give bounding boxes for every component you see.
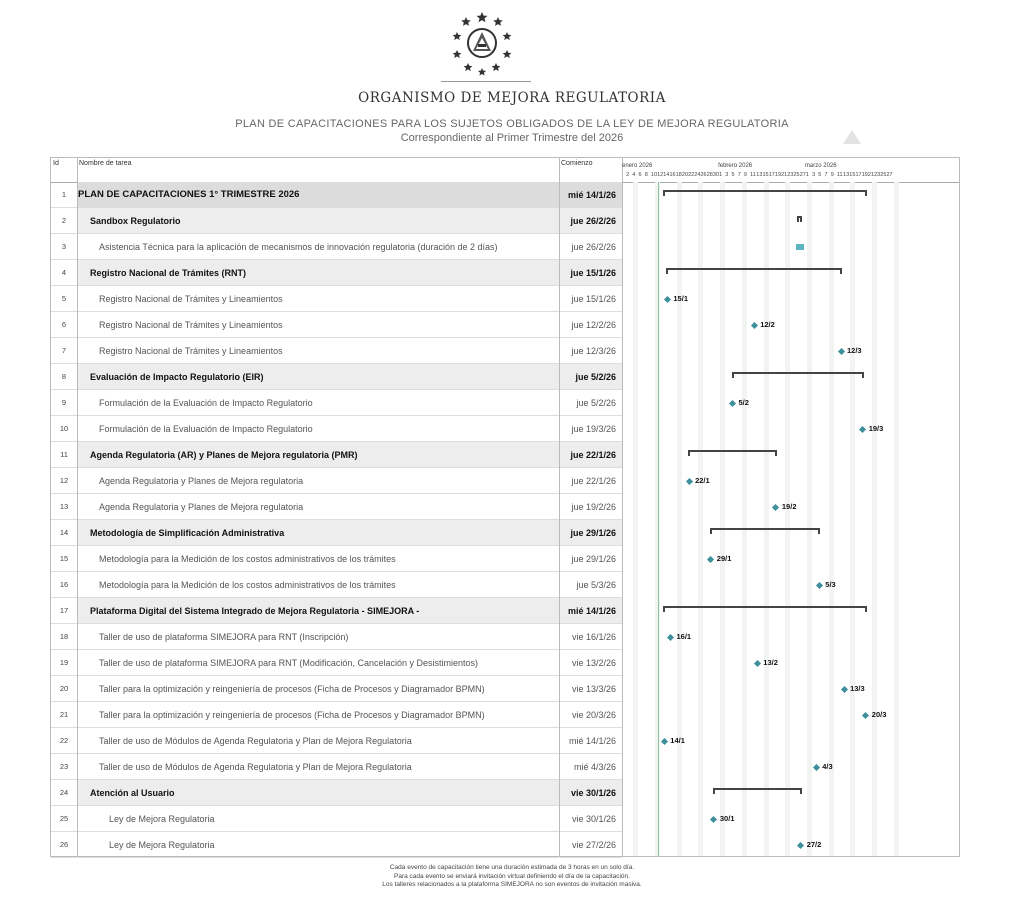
task-id: 22 <box>51 728 77 754</box>
summary-bar-end <box>797 216 799 222</box>
task-id: 16 <box>51 572 77 598</box>
timeline-day-tick: 5 <box>818 172 822 178</box>
milestone-diamond[interactable] <box>813 764 820 771</box>
task-name: Agenda Regulatoria y Planes de Mejora regulatoria <box>78 468 559 494</box>
milestone-diamond[interactable] <box>797 842 804 849</box>
task-row[interactable] <box>51 416 622 442</box>
timeline-day-tick: 15 <box>849 172 856 178</box>
milestone-label: 19/2 <box>781 502 797 511</box>
task-start: jue 15/1/26 <box>560 286 622 312</box>
timeline-day-tick: 27 <box>886 172 893 178</box>
timeline-day-tick: 7 <box>824 172 828 178</box>
timeline-day-tick: 21 <box>781 172 788 178</box>
milestone-label: 15/1 <box>673 294 688 303</box>
task-name: Taller para la optimización y reingeniería de procesos (Ficha de Procesos y Diagramador BPMN) <box>78 702 559 728</box>
weekend-shading <box>872 182 877 856</box>
coat-of-arms-seal <box>446 6 518 78</box>
timeline-day-tick: 30 <box>712 172 720 178</box>
timeline-day-tick: 1 <box>805 172 809 178</box>
timeline-month-label: marzo 2026 <box>804 163 837 169</box>
timeline-day-tick: 2 <box>626 172 630 178</box>
task-name: Metodología para la Medición de los costos administrativos de los trámites <box>78 546 559 572</box>
summary-bar-end <box>666 268 668 274</box>
task-name: Taller de uso de plataforma SIMEJORA para RNT (Inscripción) <box>78 624 559 650</box>
column-divider <box>559 158 560 856</box>
timeline-day-tick: 13 <box>843 172 850 178</box>
task-name: Plataforma Digital del Sistema Integrado de Mejora Regulatoria - SIMEJORA - <box>78 598 559 624</box>
task-start: vie 20/3/26 <box>560 702 622 728</box>
task-name: Taller de uso de Módulos de Agenda Regulatoria y Plan de Mejora Regulatoria <box>78 728 559 754</box>
task-start: jue 15/1/26 <box>560 260 622 286</box>
task-row[interactable] <box>51 650 622 676</box>
milestone-diamond[interactable] <box>837 348 844 355</box>
task-start: vie 13/3/26 <box>560 676 622 702</box>
task-name: Registro Nacional de Trámites (RNT) <box>78 260 559 286</box>
plan-title: PLAN DE CAPACITACIONES PARA LOS SUJETOS OBLIGADOS DE LA LEY DE MEJORA REGULATORIA <box>235 118 789 130</box>
footnote: Para cada evento se enviará invitación virtual definiendo el día de la capacitación. <box>394 872 630 880</box>
milestone-label: 19/3 <box>868 424 884 433</box>
summary-bar-end <box>865 190 867 196</box>
timeline-day-tick: 17 <box>768 172 775 178</box>
status-date-line <box>658 182 659 856</box>
task-id: 19 <box>51 650 77 676</box>
timeline-day-tick: 15 <box>762 172 769 178</box>
task-row[interactable] <box>51 728 622 754</box>
task-start: mié 14/1/26 <box>560 728 622 754</box>
milestone-label: 4/3 <box>822 762 833 771</box>
timeline-month-label: enero 2026 <box>622 163 653 169</box>
weekend-shading <box>850 182 855 856</box>
task-bar[interactable] <box>796 244 804 250</box>
timeline-day-tick: 9 <box>743 172 747 178</box>
footnote: Cada evento de capacitación tiene una duración estimada de 3 horas en un solo día. <box>389 864 635 871</box>
milestone-diamond[interactable] <box>751 322 758 329</box>
milestone-label: 5/3 <box>825 580 836 589</box>
task-row[interactable] <box>51 832 622 858</box>
summary-bar-end <box>818 528 820 534</box>
task-start: vie 13/2/26 <box>560 650 622 676</box>
timeline-day-tick: 28 <box>706 172 713 178</box>
milestone-diamond[interactable] <box>661 738 668 745</box>
milestone-label: 20/3 <box>871 710 887 719</box>
timeline-day-tick: 23 <box>787 172 794 178</box>
task-start: jue 19/2/26 <box>560 494 622 520</box>
timeline-day-tick: 1 <box>719 172 723 178</box>
milestone-diamond[interactable] <box>729 400 736 407</box>
task-name: Sandbox Regulatorio <box>78 208 559 234</box>
timeline-day-tick: 11 <box>750 172 756 178</box>
header-task-name: Nombre de tarea <box>79 160 132 167</box>
task-start: jue 29/1/26 <box>560 546 622 572</box>
task-row[interactable] <box>51 494 622 520</box>
header-id: Id <box>53 160 59 167</box>
task-name: Agenda Regulatoria (AR) y Planes de Mejora regulatoria (PMR) <box>78 442 559 468</box>
milestone-label: 16/1 <box>676 632 692 641</box>
timeline-day-tick: 25 <box>793 172 800 178</box>
weekend-shading <box>677 182 682 856</box>
task-id: 6 <box>51 312 77 338</box>
task-start: jue 5/3/26 <box>560 572 622 598</box>
task-start: mié 14/1/26 <box>560 598 622 624</box>
milestone-diamond[interactable] <box>862 712 869 719</box>
weekend-shading <box>807 182 812 856</box>
timeline-day-tick: 18 <box>675 172 682 178</box>
milestone-diamond[interactable] <box>707 556 714 563</box>
summary-bar[interactable] <box>664 606 866 608</box>
task-id: 10 <box>51 416 77 442</box>
summary-bar-end <box>663 190 665 196</box>
milestone-label: 27/2 <box>806 840 822 849</box>
timeline-day-tick: 4 <box>632 172 636 178</box>
summary-task-row[interactable] <box>51 364 622 390</box>
timeline-day-tick: 16 <box>669 172 676 178</box>
organization-name: ORGANISMO DE MEJORA REGULATORIA <box>358 90 666 106</box>
summary-bar[interactable] <box>689 450 776 452</box>
summary-task-row[interactable] <box>51 260 622 286</box>
summary-bar-end <box>840 268 842 274</box>
task-id: 23 <box>51 754 77 780</box>
seal-divider <box>441 81 531 82</box>
task-name: Ley de Mejora Regulatoria <box>78 832 559 858</box>
milestone-label: 13/3 <box>850 684 865 693</box>
milestone-diamond[interactable] <box>859 426 866 433</box>
weekend-shading <box>720 182 725 856</box>
summary-bar-end <box>713 788 715 794</box>
task-start: jue 5/2/26 <box>560 390 622 416</box>
task-id: 8 <box>51 364 77 390</box>
task-id: 24 <box>51 780 77 806</box>
milestone-label: 13/2 <box>763 658 778 667</box>
milestone-label: 5/2 <box>738 398 749 407</box>
summary-bar[interactable] <box>667 268 841 270</box>
weekend-shading <box>829 182 834 856</box>
summary-bar[interactable] <box>733 372 863 374</box>
column-divider <box>77 158 78 856</box>
task-name: Taller de uso de plataforma SIMEJORA para RNT (Modificación, Cancelación y Desistimientos) <box>78 650 559 676</box>
task-row[interactable] <box>51 338 622 364</box>
weekend-shading <box>764 182 769 856</box>
triangle-icon <box>843 130 861 144</box>
task-id: 3 <box>51 234 77 260</box>
timeline-day-tick: 21 <box>867 172 875 178</box>
task-row[interactable] <box>51 468 622 494</box>
summary-bar[interactable] <box>711 528 820 530</box>
milestone-diamond[interactable] <box>772 504 779 511</box>
milestone-diamond[interactable] <box>754 660 761 667</box>
task-start: mié 4/3/26 <box>560 754 622 780</box>
gantt-timeline <box>622 158 959 856</box>
task-row[interactable] <box>51 390 622 416</box>
timeline-day-tick: 11 <box>836 172 843 178</box>
weekend-shading <box>785 182 790 856</box>
task-id: 21 <box>51 702 77 728</box>
task-row[interactable] <box>51 546 622 572</box>
task-start: mié 14/1/26 <box>560 182 622 208</box>
task-name: Formulación de la Evaluación de Impacto Regulatorio <box>78 390 559 416</box>
timeline-day-tick: 19 <box>774 172 782 178</box>
task-name: Registro Nacional de Trámites y Lineamientos <box>78 286 559 312</box>
task-start: vie 30/1/26 <box>560 806 622 832</box>
task-id: 18 <box>51 624 77 650</box>
weekend-shading <box>894 182 899 856</box>
milestone-diamond[interactable] <box>816 582 823 589</box>
task-start: jue 12/3/26 <box>560 338 622 364</box>
task-row[interactable] <box>51 286 622 312</box>
task-name: Formulación de la Evaluación de Impacto Regulatorio <box>78 416 559 442</box>
timeline-day-tick: 24 <box>694 172 701 178</box>
task-id: 4 <box>51 260 77 286</box>
milestone-label: 12/2 <box>760 320 775 329</box>
task-row[interactable] <box>51 312 622 338</box>
task-start: vie 16/1/26 <box>560 624 622 650</box>
task-name: PLAN DE CAPACITACIONES 1° TRIMESTRE 2026 <box>78 182 559 208</box>
milestone-label: 29/1 <box>716 554 732 563</box>
task-name: Metodología para la Medición de los costos administrativos de los trámites <box>78 572 559 598</box>
task-id: 11 <box>51 442 77 468</box>
task-start: jue 12/2/26 <box>560 312 622 338</box>
summary-bar-end <box>800 216 802 222</box>
task-id: 15 <box>51 546 77 572</box>
timeline-day-tick: 9 <box>830 172 834 178</box>
task-id: 14 <box>51 520 77 546</box>
summary-bar-end <box>710 528 712 534</box>
gantt-table <box>50 157 960 857</box>
task-name: Asistencia Técnica para la aplicación de mecanismos de innovación regulatoria (duración de 2 días) <box>78 234 559 260</box>
task-id: 17 <box>51 598 77 624</box>
task-name: Registro Nacional de Trámites y Lineamientos <box>78 312 559 338</box>
task-start: jue 22/1/26 <box>560 442 622 468</box>
task-start: jue 26/2/26 <box>560 208 622 234</box>
task-name: Taller para la optimización y reingeniería de procesos (Ficha de Procesos y Diagramador BPMN) <box>78 676 559 702</box>
timeline-day-tick: 8 <box>644 172 648 178</box>
timeline-day-tick: 10 <box>650 172 658 178</box>
timeline-month-label: febrero 2026 <box>718 163 753 169</box>
header-start: Comienzo <box>561 160 593 167</box>
task-name: Metodología de Simplificación Administrativa <box>78 520 559 546</box>
milestone-diamond[interactable] <box>667 634 674 641</box>
summary-bar-end <box>800 788 802 794</box>
timeline-day-tick: 13 <box>756 172 763 178</box>
task-row[interactable] <box>51 754 622 780</box>
task-row[interactable] <box>51 806 622 832</box>
summary-task-row[interactable] <box>51 182 622 208</box>
summary-bar-end <box>865 606 867 612</box>
summary-bar-end <box>862 372 864 378</box>
milestone-label: 14/1 <box>670 736 685 745</box>
task-name: Evaluación de Impacto Regulatorio (EIR) <box>78 364 559 390</box>
summary-task-row[interactable] <box>51 780 622 806</box>
task-name: Taller de uso de Módulos de Agenda Regulatoria y Plan de Mejora Regulatoria <box>78 754 559 780</box>
task-row[interactable] <box>51 676 622 702</box>
milestone-label: 12/3 <box>847 346 862 355</box>
weekend-shading <box>698 182 703 856</box>
weekend-shading <box>633 182 638 856</box>
summary-task-row[interactable] <box>51 598 622 624</box>
milestone-diamond[interactable] <box>710 816 717 823</box>
summary-bar[interactable] <box>714 788 801 790</box>
task-row[interactable] <box>51 572 622 598</box>
task-id: 1 <box>51 182 77 208</box>
task-name: Ley de Mejora Regulatoria <box>78 806 559 832</box>
task-row[interactable] <box>51 702 622 728</box>
timeline-day-tick: 23 <box>874 172 881 178</box>
timeline-day-tick: 26 <box>700 172 707 178</box>
summary-bar-end <box>688 450 690 456</box>
task-id: 9 <box>51 390 77 416</box>
task-name: Atención al Usuario <box>78 780 559 806</box>
task-start: vie 30/1/26 <box>560 780 622 806</box>
task-name: Agenda Regulatoria y Planes de Mejora regulatoria <box>78 494 559 520</box>
task-start: jue 22/1/26 <box>560 468 622 494</box>
weekend-shading <box>742 182 747 856</box>
task-id: 26 <box>51 832 77 858</box>
milestone-diamond[interactable] <box>686 478 693 485</box>
task-name: Registro Nacional de Trámites y Lineamientos <box>78 338 559 364</box>
summary-bar-end <box>663 606 665 612</box>
task-row[interactable] <box>51 624 622 650</box>
timeline-day-tick: 5 <box>731 172 735 178</box>
timeline-day-tick: 19 <box>861 172 868 178</box>
timeline-day-tick: 3 <box>725 172 729 178</box>
summary-bar[interactable] <box>664 190 866 192</box>
summary-task-row[interactable] <box>51 520 622 546</box>
timeline-day-tick: 7 <box>737 172 741 178</box>
summary-bar-end <box>732 372 734 378</box>
timeline-day-tick: 27 <box>799 172 806 178</box>
summary-task-row[interactable] <box>51 208 622 234</box>
timeline-day-tick: 12 <box>657 172 664 178</box>
summary-task-row[interactable] <box>51 442 622 468</box>
footnote: Los talleres relacionados a la plataforma SIMEJORA no son eventos de invitación masiva. <box>382 881 642 888</box>
task-start: jue 26/2/26 <box>560 234 622 260</box>
milestone-diamond[interactable] <box>664 296 671 303</box>
footnotes <box>0 864 1024 890</box>
task-id: 7 <box>51 338 77 364</box>
timeline-day-tick: 3 <box>812 172 816 178</box>
task-id: 13 <box>51 494 77 520</box>
task-id: 25 <box>51 806 77 832</box>
timeline-day-tick: 14 <box>663 172 670 178</box>
task-id: 12 <box>51 468 77 494</box>
timeline-day-tick: 6 <box>638 172 642 178</box>
summary-bar-end <box>775 450 777 456</box>
timeline-day-tick: 17 <box>855 172 862 178</box>
plan-subtitle: Correspondiente al Primer Trimestre del 2026 <box>400 132 624 144</box>
task-id: 20 <box>51 676 77 702</box>
timeline-day-tick: 20 <box>681 172 689 178</box>
task-start: jue 29/1/26 <box>560 520 622 546</box>
milestone-label: 22/1 <box>695 476 710 485</box>
task-start: jue 19/3/26 <box>560 416 622 442</box>
milestone-label: 30/1 <box>719 814 735 823</box>
task-row[interactable] <box>51 234 622 260</box>
task-id: 2 <box>51 208 77 234</box>
task-id: 5 <box>51 286 77 312</box>
task-start: vie 27/2/26 <box>560 832 622 858</box>
milestone-diamond[interactable] <box>841 686 848 693</box>
task-start: jue 5/2/26 <box>560 364 622 390</box>
timeline-day-tick: 25 <box>880 172 887 178</box>
timeline-day-tick: 22 <box>688 172 695 178</box>
